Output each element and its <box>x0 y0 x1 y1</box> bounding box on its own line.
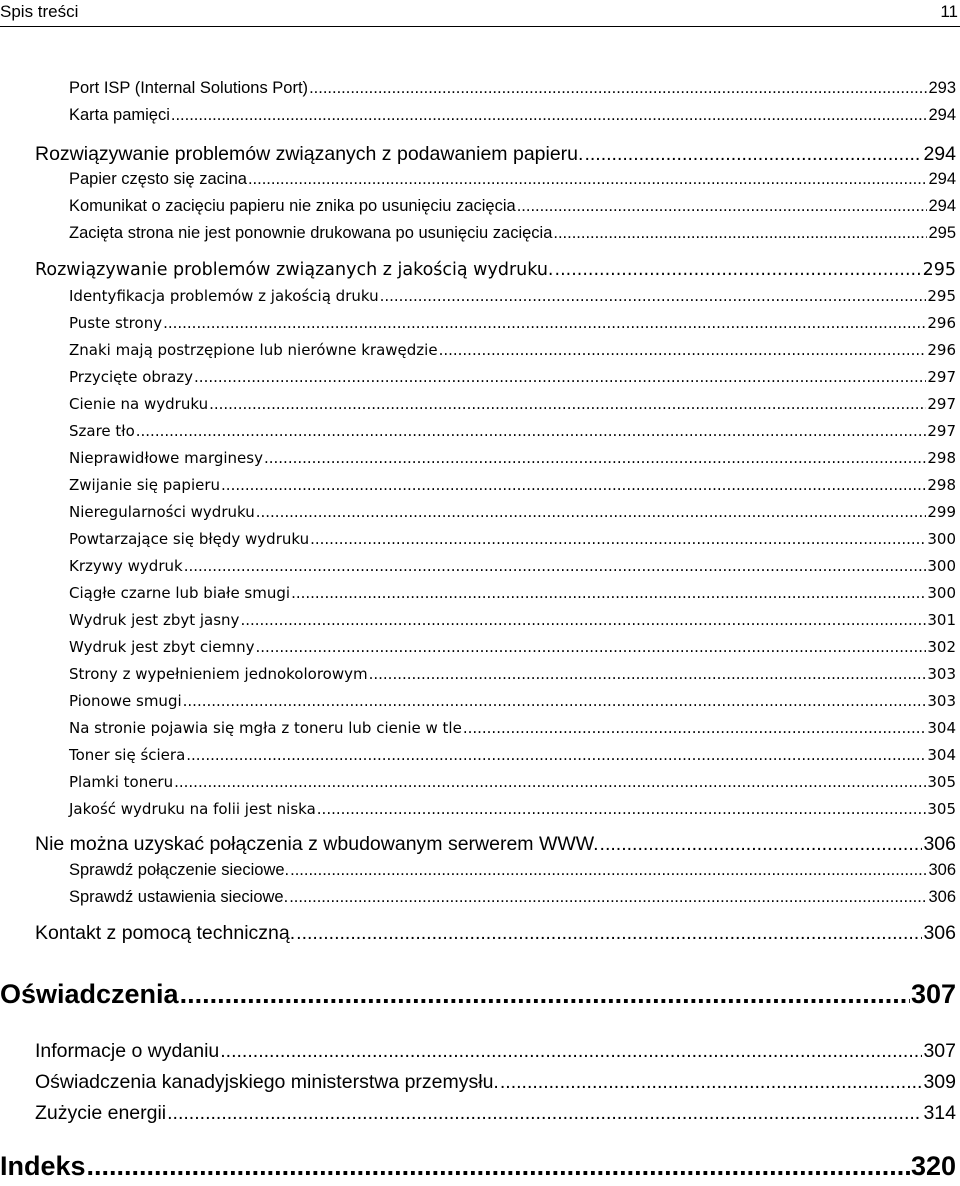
dot-leader <box>463 719 927 737</box>
toc-entry-page: 295 <box>928 224 956 242</box>
toc-entry-title: Nieregularności wydruku <box>69 503 255 521</box>
header-page-number: 11 <box>940 2 958 21</box>
dot-leader <box>256 638 927 656</box>
toc-entry-title: Krzywy wydruk <box>69 557 183 575</box>
toc-entry-title: Powtarzające się błędy wydruku <box>69 530 310 548</box>
dot-leader <box>517 197 928 216</box>
dot-leader <box>184 557 927 575</box>
toc-entry[interactable] <box>69 715 956 737</box>
toc-entry[interactable] <box>69 103 956 125</box>
toc-entry-page: 294 <box>928 197 956 215</box>
dot-leader <box>380 287 927 305</box>
running-header <box>0 0 960 27</box>
toc-entry-title: Port ISP (Internal Solutions Port) <box>69 79 309 97</box>
toc-entry-title: Rozwiązywanie problemów związanych z podawaniem papieru. <box>35 143 584 165</box>
dot-leader <box>163 314 926 332</box>
toc-entry-title: Na stronie pojawia się mgła z toneru lub cienie w tle <box>69 719 462 737</box>
dot-leader <box>291 584 926 602</box>
toc-entry[interactable] <box>35 1099 956 1125</box>
toc-entry-page: 320 <box>910 1151 956 1181</box>
toc-entry-page: 304 <box>927 746 956 764</box>
dot-leader <box>317 800 927 818</box>
toc-entry-page: 306 <box>928 888 956 906</box>
toc-entry-page: 298 <box>927 449 956 467</box>
toc-entry[interactable] <box>69 634 956 656</box>
toc-entry[interactable] <box>69 661 956 683</box>
toc-entry[interactable] <box>69 364 956 386</box>
toc-entry-title: Indeks <box>0 1151 86 1181</box>
dot-leader <box>209 395 926 413</box>
toc-entry[interactable] <box>69 553 956 575</box>
toc-entry-title: Znaki mają postrzępione lub nierówne krawędzie <box>69 341 438 359</box>
toc-entry-page: 303 <box>927 665 956 683</box>
toc-entry-page: 294 <box>928 106 956 124</box>
toc-entry[interactable] <box>35 830 956 856</box>
toc-entry-title: Szare tło <box>69 422 135 440</box>
dot-leader <box>256 503 927 521</box>
dot-leader <box>296 922 922 945</box>
toc-entry-title: Komunikat o zacięciu papieru nie znika po usunięciu zacięcia <box>69 197 516 215</box>
toc-entry-title: Karta pamięci <box>69 106 170 124</box>
toc-entry[interactable] <box>35 1068 956 1094</box>
dot-leader <box>500 1071 923 1094</box>
toc-entry[interactable] <box>69 796 956 818</box>
toc-entry-page: 309 <box>923 1071 956 1093</box>
toc-entry-page: 293 <box>928 79 956 97</box>
toc-entry-title: Nie można uzyskać połączenia z wbudowanym serwerem WWW. <box>35 833 599 855</box>
toc-entry-page: 303 <box>927 692 956 710</box>
toc-entry[interactable] <box>69 310 956 332</box>
toc-entry-page: 314 <box>923 1102 956 1124</box>
dot-leader <box>248 170 928 189</box>
dot-leader <box>555 260 922 280</box>
toc-entry[interactable] <box>69 858 956 880</box>
toc-entry-title: Zużycie energii <box>35 1102 167 1124</box>
toc-entry-title: Oświadczenia <box>0 979 179 1009</box>
toc-entry-page: 295 <box>922 260 956 280</box>
header-section-title: Spis treści <box>0 2 79 21</box>
toc-entry[interactable] <box>69 445 956 467</box>
toc-entry-title: Plamki toneru <box>69 773 174 791</box>
toc-entry-title: Papier często się zacina <box>69 170 247 188</box>
toc-entry-title: Rozwiązywanie problemów związanych z jakością wydruku. <box>35 260 554 280</box>
toc-entry-page: 300 <box>927 557 956 575</box>
toc-entry-page: 297 <box>927 422 956 440</box>
toc-entry-title: Przycięte obrazy <box>69 368 194 386</box>
toc-entry-page: 301 <box>927 611 956 629</box>
dot-leader <box>439 341 927 359</box>
dot-leader <box>183 692 927 710</box>
toc-entry-page: 294 <box>923 143 956 165</box>
dot-leader <box>240 611 926 629</box>
toc-entry-page: 306 <box>923 833 956 855</box>
toc-entry-title: Cienie na wydruku <box>69 395 209 413</box>
toc-entry-page: 296 <box>927 314 956 332</box>
toc-entry-page: 302 <box>927 638 956 656</box>
toc-chapter-entry[interactable] <box>0 976 956 1010</box>
toc-entry-title: Jakość wydruku na folii jest niska <box>69 800 316 818</box>
dot-leader <box>289 888 927 907</box>
toc-entry-title: Puste strony <box>69 314 163 332</box>
toc-entry-page: 299 <box>927 503 956 521</box>
dot-leader <box>264 449 926 467</box>
toc-entry-page: 296 <box>927 341 956 359</box>
toc-entry-title: Toner się ściera <box>69 746 186 764</box>
toc-entry[interactable] <box>69 769 956 791</box>
dot-leader <box>369 665 927 683</box>
toc-entry[interactable] <box>69 526 956 548</box>
toc-entry-title: Ciągłe czarne lub białe smugi <box>69 584 291 602</box>
toc-entry-title: Zacięta strona nie jest ponownie drukowana po usunięciu zacięcia <box>69 224 553 242</box>
dot-leader <box>310 530 926 548</box>
dot-leader <box>309 79 927 98</box>
toc-entry[interactable] <box>69 283 956 305</box>
toc-entry-page: 307 <box>923 1040 956 1062</box>
toc-entry-page: 307 <box>910 979 956 1009</box>
toc-entry-title: Wydruk jest zbyt jasny <box>69 611 240 629</box>
dot-leader <box>180 979 910 1010</box>
toc-entry[interactable] <box>69 580 956 602</box>
dot-leader <box>600 833 923 856</box>
dot-leader <box>553 224 927 243</box>
toc-entry-page: 306 <box>923 922 956 944</box>
toc-entry-page: 304 <box>927 719 956 737</box>
dot-leader <box>167 1102 922 1125</box>
toc-chapter-entry[interactable] <box>0 1148 956 1182</box>
dot-leader <box>186 746 926 764</box>
toc-entry[interactable] <box>69 472 956 494</box>
toc-entry-title: Zwijanie się papieru <box>69 476 221 494</box>
toc-entry[interactable] <box>69 607 956 629</box>
dot-leader <box>290 861 927 880</box>
toc-entry-page: 298 <box>927 476 956 494</box>
toc-entry-page: 297 <box>927 395 956 413</box>
toc-entry-page: 294 <box>928 170 956 188</box>
toc-entry-page: 297 <box>927 368 956 386</box>
toc-entry[interactable] <box>35 1037 956 1063</box>
toc-entry[interactable] <box>35 254 956 280</box>
toc-entry[interactable] <box>69 221 956 243</box>
toc-entry-page: 300 <box>927 530 956 548</box>
toc-entry[interactable] <box>69 885 956 907</box>
toc-entry-title: Oświadczenia kanadyjskiego ministerstwa przemysłu. <box>35 1071 499 1093</box>
toc-entry-title: Sprawdź ustawienia sieciowe. <box>69 888 289 906</box>
toc-entry[interactable] <box>69 688 956 710</box>
dot-leader <box>220 1040 922 1063</box>
dot-leader <box>171 106 928 125</box>
toc-entry-title: Informacje o wydaniu <box>35 1040 220 1062</box>
toc-entry[interactable] <box>35 140 956 166</box>
dot-leader <box>221 476 926 494</box>
dot-leader <box>584 143 922 166</box>
toc-entry[interactable] <box>69 167 956 189</box>
toc-entry[interactable] <box>69 337 956 359</box>
toc-entry[interactable] <box>69 499 956 521</box>
toc-entry-page: 295 <box>927 287 956 305</box>
dot-leader <box>174 773 926 791</box>
toc-entry-page: 305 <box>927 800 956 818</box>
dot-leader <box>136 422 927 440</box>
toc-entry-title: Kontakt z pomocą techniczną. <box>35 922 296 944</box>
toc-entry-title: Strony z wypełnieniem jednokolorowym <box>69 665 368 683</box>
toc-entry-title: Sprawdź połączenie sieciowe. <box>69 861 290 879</box>
toc-entry-page: 306 <box>928 861 956 879</box>
toc-entry-title: Wydruk jest zbyt ciemny <box>69 638 255 656</box>
toc-entry-title: Identyfikacja problemów z jakością druku <box>69 287 379 305</box>
toc-entry[interactable] <box>69 742 956 764</box>
toc-entry-title: Pionowe smugi <box>69 692 182 710</box>
toc-entry-page: 300 <box>927 584 956 602</box>
toc-entry-page: 305 <box>927 773 956 791</box>
toc-entry[interactable] <box>35 919 956 945</box>
toc-entry[interactable] <box>69 418 956 440</box>
toc-entry[interactable] <box>69 391 956 413</box>
dot-leader <box>87 1151 910 1182</box>
toc-entry[interactable] <box>69 76 956 98</box>
dot-leader <box>194 368 926 386</box>
toc-entry-title: Nieprawidłowe marginesy <box>69 449 263 467</box>
toc-entry[interactable] <box>69 194 956 216</box>
